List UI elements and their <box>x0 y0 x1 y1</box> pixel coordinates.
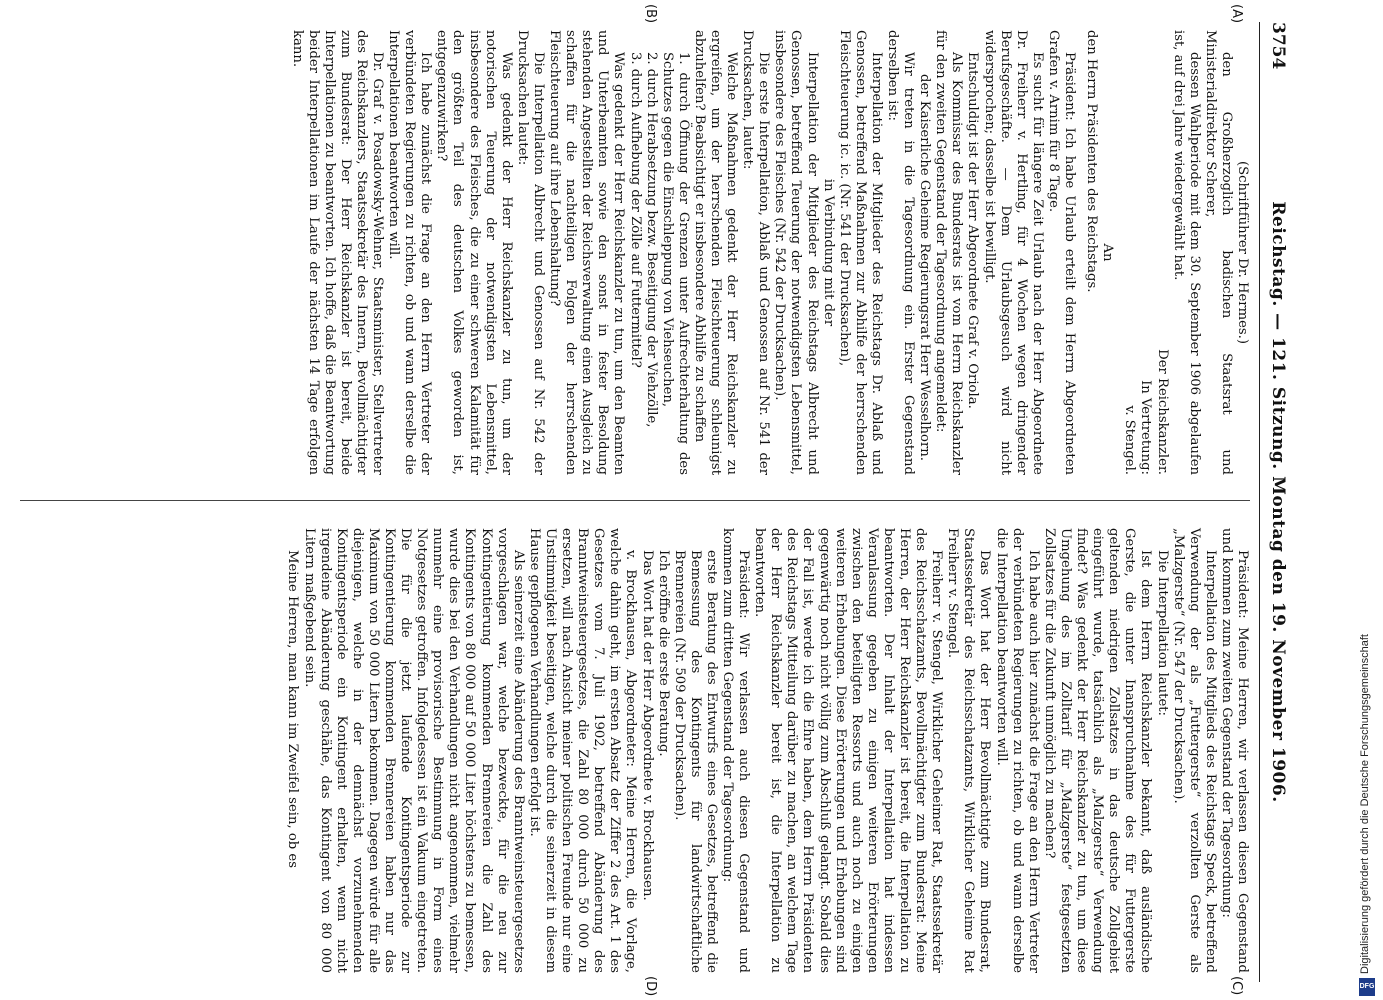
paragraph: v. Stengel. <box>1122 405 1138 475</box>
paragraph: An <box>1100 243 1116 262</box>
marker-a: (A) <box>1229 4 1244 24</box>
sidebar-credit <box>1357 0 1379 1000</box>
paragraph: Die Interpellation lautet: <box>1154 550 1170 717</box>
paragraph: dessen Wahlperiode mit dem 30. September 1906 abgelaufen ist, auf drei Jahre wiedergewählt hat. <box>1170 30 1202 475</box>
paragraph: Die erste Interpellation, Ablaß und Genossen auf Nr. 541 der Drucksachen, lautet: <box>740 30 772 475</box>
paragraph: Ich eröffne die erste Beratung. <box>655 550 671 757</box>
digitization-credit: Digitalisierung gefördert durch die Deutsche Forschungsgemeinschaft <box>1359 634 1371 974</box>
paragraph: Was gedenkt der Herr Reichskanzler zu tun, um den Beamten und Unterbeamten sowie den sonst in fester Besoldung stehenden Angestellten der Reichsverwaltung einen Ausgleich zu schaffen für die nachteiligen Folgen der herrschenden Fleischteuerung auf ihre Lebenshaltung? <box>547 30 627 475</box>
paragraph: Präsident: Ich habe Urlaub erteilt dem Herrn Abgeordneten Grafen v. Arnim für 8 Tage. <box>1045 30 1078 475</box>
paragraph: Wir treten in die Tagesordnung ein. Erster Gegenstand derselben ist: <box>885 30 917 475</box>
paragraph: Als Kommissar des Bundesrats ist vom Herrn Reichskanzler für den zweiten Gegenstand der Tagesordnung angemeldet: <box>933 30 965 475</box>
paragraph: Als seinerzeit eine Abänderung des Branntweinsteuergesetzes vorgeschlagen war, welche bezweckte, für die neu zur Kontingentierung kommenden Brennereien die Zahl des Kontingents von 80 000 auf 50 000 Liter höchstens zu bemessen, wurde dies bei den Verhandlungen nicht angenommen, vielmehr nunmehr eine provisorische Bestimmung in Form eines Notgesetzes getroffen. Infolgedessen ist ein Vakuum eingetreten. Die für die jetzt laufende Kontingentsperiode zur Kontingentierung kommenden Brennereien haben nur das Maximum von 50 000 Litern bekommen. Dagegen würde für alle diejenigen, welche in der demnächst vorzunehmenden Kontingentsperiode ein Kontingent erhalten, wenn nicht irgendeine Abänderung geschähe, das Kontingent von 80 000 Litern maßgebend sein. <box>301 528 526 973</box>
paragraph: Die Interpellation Albrecht und Genossen auf Nr. 542 der Drucksachen lautet: <box>514 30 546 475</box>
paragraph: Es sucht für längere Zeit Urlaub nach der Herr Abgeordnete Dr. Freiherr v. Hertling, für 4 Wochen wegen dringender Berufsgeschäfte. — Dem Urlaubsgesuch wird nicht widersprochen; dasselbe ist bewilligt. <box>981 30 1045 475</box>
paragraph: Ich habe zunächst die Frage an den Herrn Vertreter der verbündeten Regierungen zu richten, ob und wann derselbe die Interpellationen beantworten will. <box>386 30 434 475</box>
right-text-column <box>284 528 1250 973</box>
paragraph: Präsident: Meine Herren, wir verlassen diesen Gegenstand und kommen zum zweiten Gegenstand der Tagesordnung: <box>1218 528 1250 973</box>
paragraph: 2. durch Herabsetzung bezw. Beseitigung der Viehzölle, <box>643 52 659 428</box>
paragraph: In Vertretung: <box>1138 380 1154 475</box>
page-number: 3754 <box>1268 22 1288 70</box>
page-header <box>1262 22 1288 982</box>
paragraph: v. Brockhausen, Abgeordneter: Meine Herren, die Vorlage, welche dahin geht, im ersten Absatz der Ziffer 2 des Art. 1 des Gesetzes vom 7. Juli 1902, betreffend Abänderung des Branntweinsteuergesetzes, die Zahl 80 000 durch 50 000 zu ersetzen, will nach Ansicht meiner politischen Freunde nur eine Unstimmigkeit beseitigen, welche durch die seinerzeit in diesem Hause gepflogenen Verhandlungen erfolgt ist. <box>526 528 639 973</box>
paragraph: Ist dem Herrn Reichskanzler bekannt, daß ausländische Gerste, die unter Inanspruchnahme des für Futtergerste geltenden niedrigen Zollsatzes in das deutsche Zollgebiet eingeführt wurde, tatsächlich als „Malzgerste“ Verwendung findet? Was gedenkt der Herr Reichskanzler zu tun, um diese Umgehung des im Zolltarif für „Malzgerste“ festgesetzten Zollsatzes für die Zukunft unmöglich zu machen? <box>1041 528 1154 973</box>
column-separator <box>20 500 1250 501</box>
left-text-column <box>288 30 1250 475</box>
paragraph: den Großherzoglich badischen Staatsrat und Ministerialdirektor Scherer, <box>1202 30 1234 475</box>
paragraph: Das Wort hat der Herr Abgeordnete v. Brockhausen. <box>639 550 655 901</box>
paragraph: (Schriftführer Dr. Hermes.) <box>1235 160 1250 345</box>
paragraph: Was gedenkt der Herr Reichskanzler zu tun, um der notorischen Teuerung der notwendigsten Lebensmittel, insbesondere des Fleisches, die zu einer schweren Kalamität für den größten Teil des deutschen Volkes geworden ist, entgegenzuwirken? <box>434 30 514 475</box>
running-title: Reichstag. — 121. Sitzung. Montag den 19. November 1906. <box>1268 201 1288 803</box>
paragraph: 1. durch Öffnung der Grenzen unter Aufrechterhaltung des Schutzes gegen die Einschleppung von Viehseuchen, <box>659 52 691 475</box>
paragraph: in Verbindung mit der <box>820 178 836 327</box>
paragraph: Interpellation der Mitglieder des Reichstags Dr. Ablaß und Genossen, betreffend Maßnahmen zur Abhilfe der herrschenden Fleischteuerung ic. ic. (Nr. 541 der Drucksachen), <box>836 30 884 475</box>
paragraph: Meine Herren, man kann im Zweifel sein, ob es <box>285 550 301 868</box>
paragraph: Interpellation der Mitglieder des Reichstags Albrecht und Genossen, betreffend Teuerung der notwendigsten Lebensmittel, insbesondere des Fleisches (Nr. 542 der Drucksachen). <box>772 30 820 475</box>
paragraph: Entschuldigt ist der Herr Abgeordnete Graf v. Oriola. <box>965 52 981 409</box>
paragraph: Das Wort hat der Herr Bevollmächtigte zum Bundesrat, Staatssekretär des Reichsschatzamts, Wirklicher Geheime Rat Freiherr v. Stengel. <box>945 528 993 973</box>
marker-c: (C) <box>1229 976 1244 996</box>
paragraph: Präsident: Wir verlassen auch diesen Gegenstand und kommen zum dritten Gegenstand der Tagesordnung: <box>720 528 752 973</box>
paragraph: Freiherr v. Stengel, Wirklicher Geheimer Rat, Staatssekretär des Reichsschatzamts, Bevollmächtigter zum Bundesrat: Meine Herren, der Herr Reichskanzler ist bereit, die Interpellation zu beantworten. Der Inhalt der Interpellation hat indessen Veranlassung gegeben zu einigen weiteren Erörterungen zwischen den beteiligten Ressorts und auch noch zu einigen weiteren Erhebungen. Diese Erörterungen und Erhebungen sind gegenwärtig noch nicht völlig zum Abschluß gelangt. Sobald dies der Fall ist, werde ich die Ehre haben, dem Herrn Präsidenten des Reichstags Mitteilung darüber zu machen, an welchem Tage der Herr Reichskanzler bereit ist, die Interpellation zu beantworten. <box>752 528 945 973</box>
paragraph: Ich habe auch hier zunächst die Frage an den Herrn Vertreter der verbündeten Regierungen zu richten, ob und wann derselbe die Interpellation beantworten will. <box>993 528 1041 973</box>
marker-d: (D) <box>643 976 658 997</box>
marker-b: (B) <box>643 4 658 24</box>
dfg-logo: DFG <box>1359 978 1375 996</box>
paragraph: 3. durch Aufhebung der Zölle auf Futtermittel? <box>627 52 643 368</box>
paragraph: den Herrn Präsidenten des Reichstags. <box>1084 30 1100 293</box>
paragraph: Welche Maßnahmen gedenkt der Herr Reichskanzler zu ergreifen, um der herrschenden Fleischteuerung schleunigst abzuhelfen? Beabsichtigt er insbesondere Abhilfe zu schaffen <box>691 30 740 475</box>
paragraph: der Kaiserliche Geheime Regierungsrat Herr Wesselhorn. <box>917 74 933 461</box>
paragraph: Der Reichskanzler. <box>1154 349 1170 475</box>
paragraph: Interpellation des Mitglieds des Reichstags Speck, betreffend Verwendung der als „Futtergerste“ verzollten Gerste als „Malzgerste“ (Nr. 547 der Drucksachen). <box>1170 528 1218 973</box>
paragraph: Dr. Graf v. Posadowsky-Wehner, Staatsminister, Stellvertreter des Reichskanzlers, Staatssekretär des Innern, Bevollmächtigter zum Bundesrat: Der Herr Reichskanzler ist bereit, beide Interpellationen zu beantworten. Ich hoffe, daß die Beantwortung beider Interpellationen im Laufe der nächsten 14 Tage erfolgen kann. <box>289 30 386 475</box>
paragraph: erste Beratung des Entwurfs eines Gesetzes, betreffend die Bemessung des Kontingents für landwirtschaftliche Brennereien (Nr. 509 der Drucksachen). <box>671 550 719 973</box>
header-rule <box>1259 22 1260 982</box>
